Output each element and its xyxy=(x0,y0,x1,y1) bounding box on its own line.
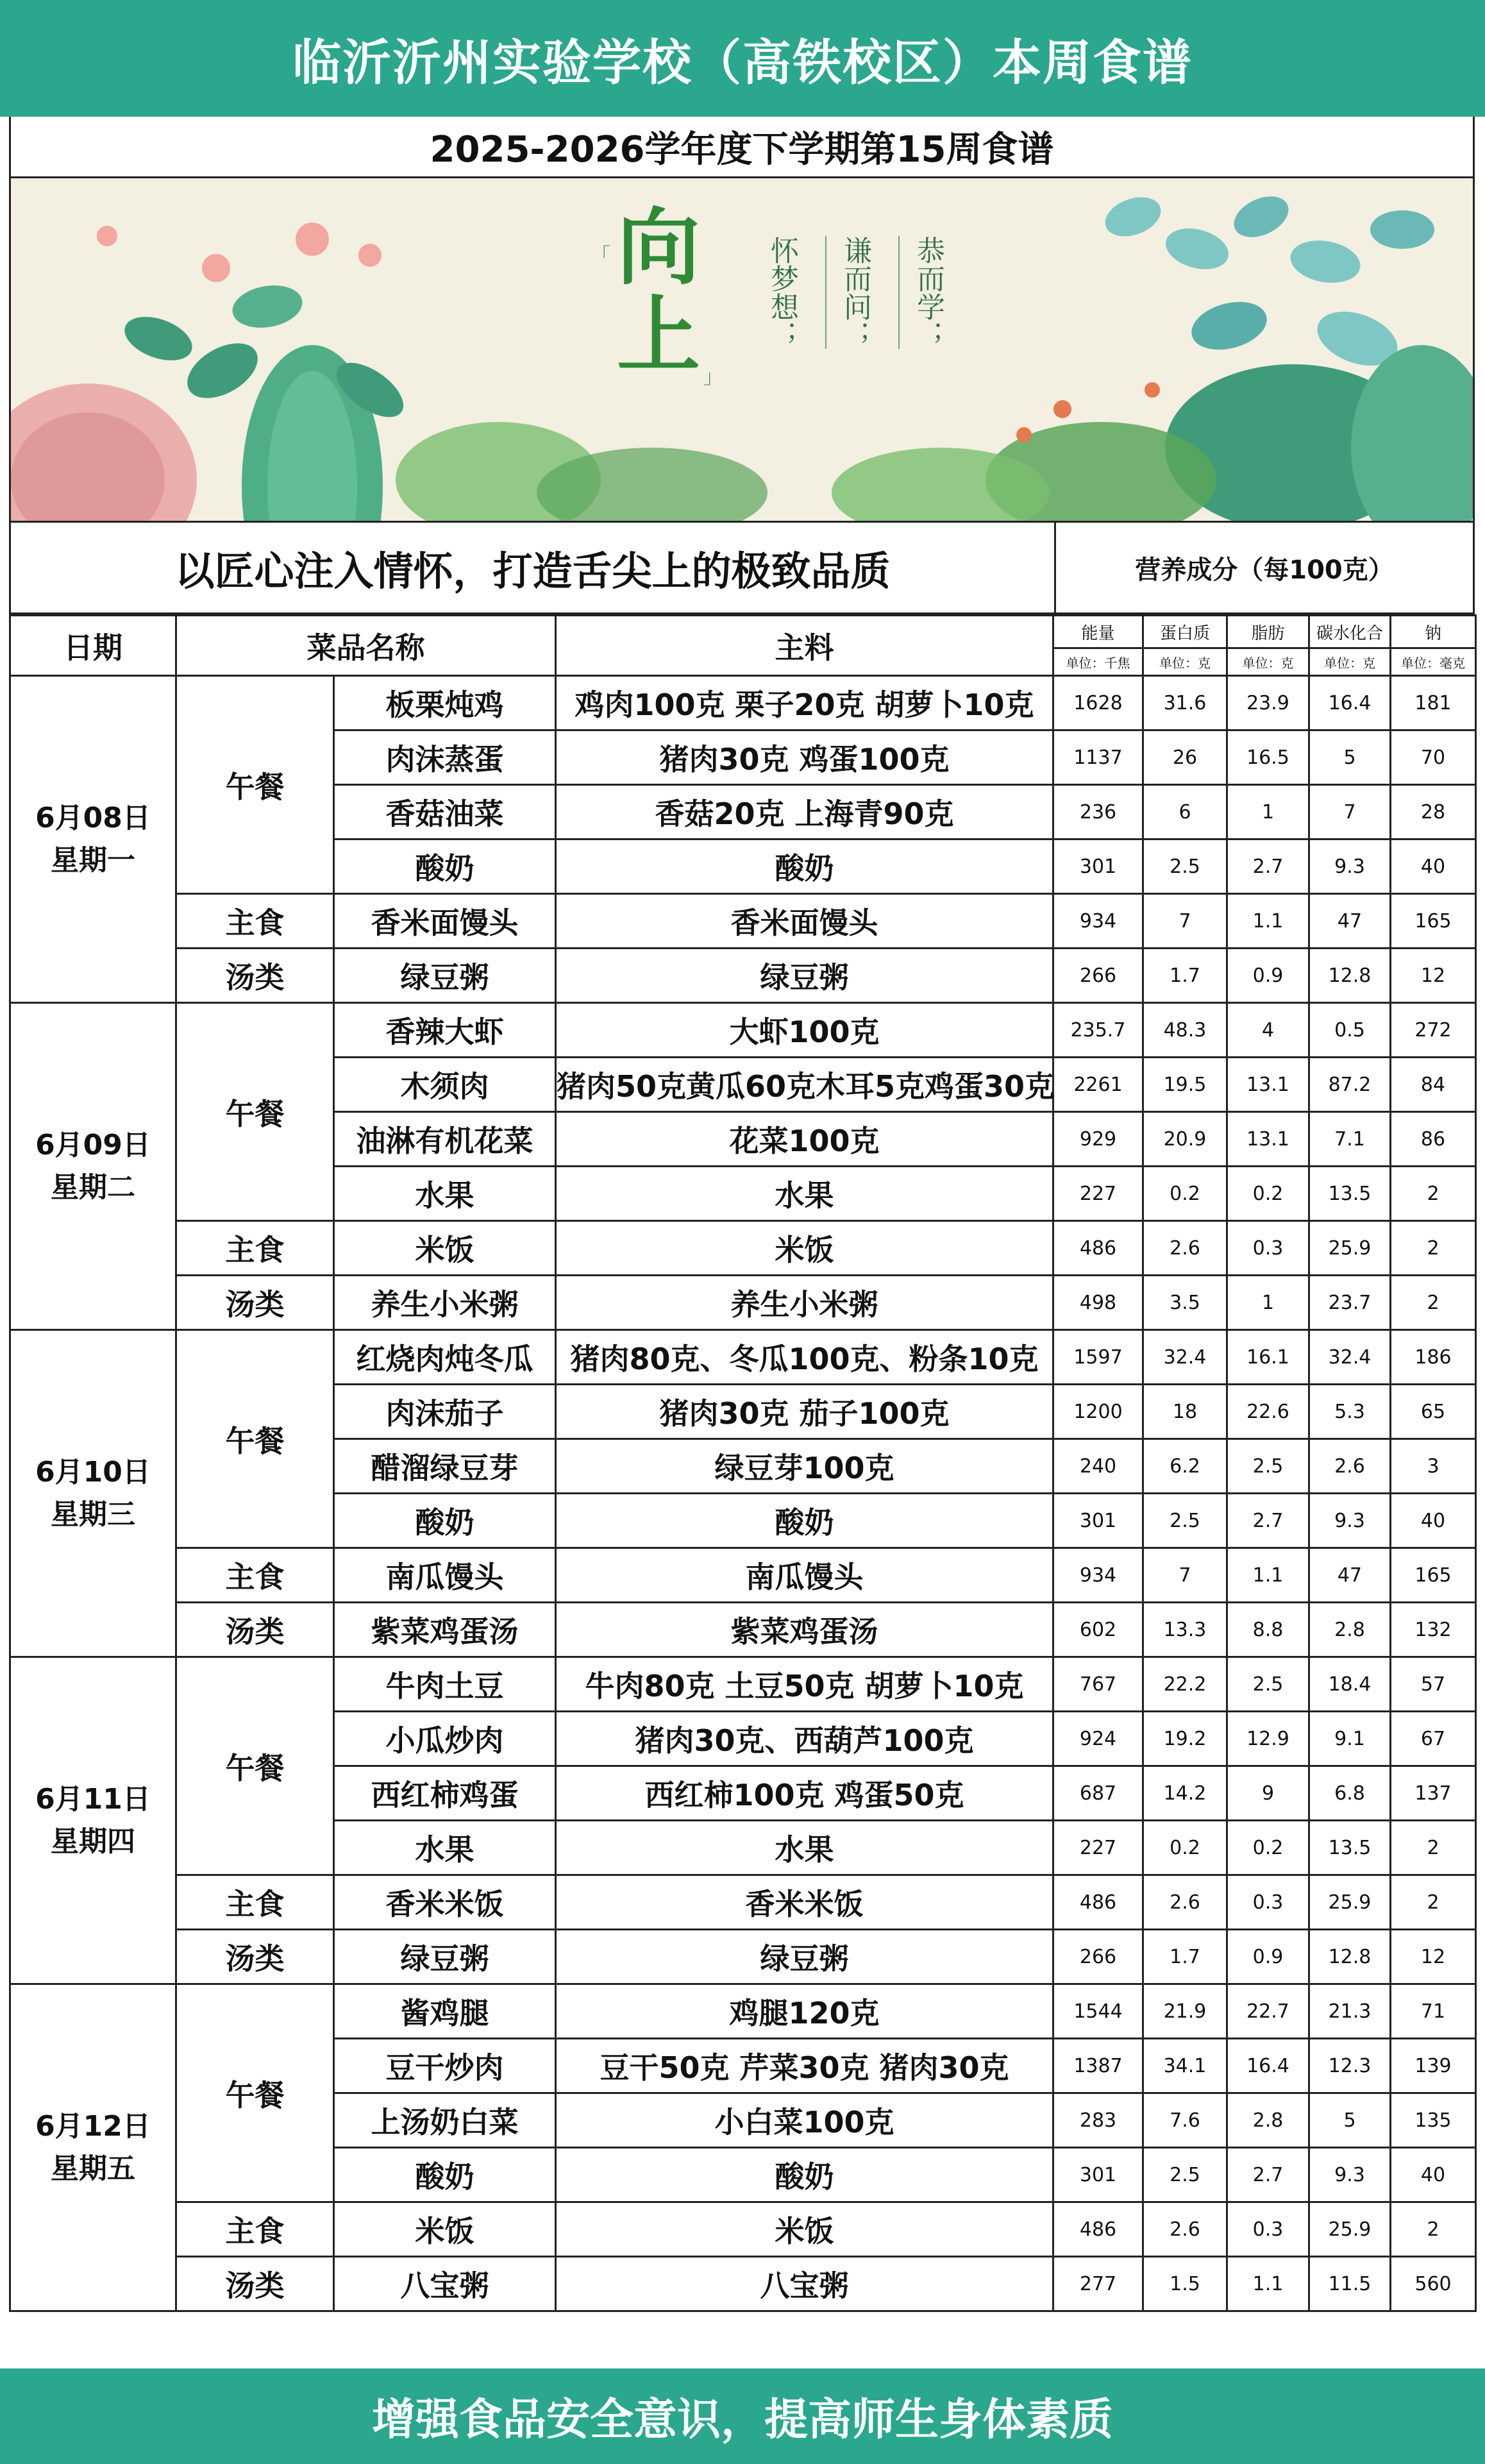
energy-value: 1544 xyxy=(1053,1984,1143,2039)
energy-value: 277 xyxy=(1053,2257,1143,2311)
protein-value: 6 xyxy=(1143,785,1227,840)
ingredients: 鸡腿120克 xyxy=(556,1984,1053,2039)
ingredients: 米饭 xyxy=(556,2202,1053,2257)
protein-value: 26 xyxy=(1143,730,1227,785)
col-fat: 脂肪 xyxy=(1227,616,1309,648)
dish-name: 绿豆粥 xyxy=(334,1930,556,1984)
dish-name: 板栗炖鸡 xyxy=(334,676,556,730)
meal-type: 主食 xyxy=(176,1548,334,1603)
sodium-value: 65 xyxy=(1391,1385,1476,1439)
energy-value: 301 xyxy=(1053,840,1143,894)
fat-value: 13.1 xyxy=(1227,1058,1309,1112)
protein-value: 3.5 xyxy=(1143,1276,1227,1330)
fat-value: 2.5 xyxy=(1227,1657,1309,1712)
ingredients: 小白菜100克 xyxy=(556,2093,1053,2148)
menu-row xyxy=(10,1875,1476,1930)
energy-value: 301 xyxy=(1053,2148,1143,2202)
menu-row xyxy=(10,894,1476,949)
dish-name: 小瓜炒肉 xyxy=(334,1712,556,1766)
energy-value: 227 xyxy=(1053,1167,1143,1221)
ingredients: 南瓜馒头 xyxy=(556,1548,1053,1603)
sodium-value: 139 xyxy=(1391,2039,1476,2093)
unit-energy: 单位：千焦 xyxy=(1053,648,1143,676)
carb-value: 9.1 xyxy=(1309,1712,1391,1766)
ingredients: 水果 xyxy=(556,1821,1053,1875)
poem-line-2: 谦而问； xyxy=(825,236,875,349)
ingredients: 猪肉30克、西葫芦100克 xyxy=(556,1712,1053,1766)
ingredients: 绿豆芽100克 xyxy=(556,1439,1053,1494)
day-date: 6月11日 xyxy=(35,1782,151,1816)
col-sodium: 钠 xyxy=(1391,616,1476,648)
fat-value: 0.3 xyxy=(1227,2202,1309,2257)
carb-value: 47 xyxy=(1309,1548,1391,1603)
dish-name: 木须肉 xyxy=(334,1058,556,1112)
protein-value: 34.1 xyxy=(1143,2039,1227,2093)
ingredients: 香菇20克 上海青90克 xyxy=(556,785,1053,840)
day-date-cell xyxy=(10,1330,176,1657)
day-date: 6月09日 xyxy=(35,1128,151,1161)
unit-sodium: 单位：毫克 xyxy=(1391,648,1476,676)
energy-value: 1200 xyxy=(1053,1385,1143,1439)
carb-value: 25.9 xyxy=(1309,1875,1391,1930)
day-weekday: 星期一 xyxy=(51,843,135,877)
menu-row xyxy=(10,676,1476,730)
day-weekday: 星期三 xyxy=(51,1498,135,1531)
carb-value: 5 xyxy=(1309,730,1391,785)
fat-value: 0.9 xyxy=(1227,1930,1309,1984)
menu-row xyxy=(10,949,1476,1003)
fat-value: 16.1 xyxy=(1227,1330,1309,1385)
slogan-row xyxy=(9,521,1475,614)
carb-value: 7 xyxy=(1309,785,1391,840)
nutrition-title: 营养成分（每100克） xyxy=(1135,555,1394,585)
fat-value: 9 xyxy=(1227,1766,1309,1821)
sodium-value: 181 xyxy=(1391,676,1476,730)
carb-value: 25.9 xyxy=(1309,2202,1391,2257)
energy-value: 266 xyxy=(1053,1930,1143,1984)
ingredients: 猪肉50克黄瓜60克木耳5克鸡蛋30克 xyxy=(556,1058,1053,1112)
energy-value: 1597 xyxy=(1053,1330,1143,1385)
dish-name: 养生小米粥 xyxy=(334,1276,556,1330)
carb-value: 87.2 xyxy=(1309,1058,1391,1112)
fat-value: 1.1 xyxy=(1227,894,1309,949)
dish-name: 油淋有机花菜 xyxy=(334,1112,556,1167)
energy-value: 934 xyxy=(1053,894,1143,949)
sodium-value: 137 xyxy=(1391,1766,1476,1821)
fat-value: 23.9 xyxy=(1227,676,1309,730)
ingredients: 绿豆粥 xyxy=(556,1930,1053,1984)
protein-value: 1.7 xyxy=(1143,949,1227,1003)
sodium-value: 165 xyxy=(1391,1548,1476,1603)
ingredients: 香米米饭 xyxy=(556,1875,1053,1930)
fat-value: 16.4 xyxy=(1227,2039,1309,2093)
fat-value: 2.7 xyxy=(1227,840,1309,894)
menu-row xyxy=(10,2257,1476,2311)
fat-value: 8.8 xyxy=(1227,1603,1309,1657)
protein-value: 2.6 xyxy=(1143,1875,1227,1930)
energy-value: 1628 xyxy=(1053,676,1143,730)
menu-table xyxy=(9,614,1477,2312)
day-weekday: 星期五 xyxy=(51,2152,135,2185)
ingredients: 花菜100克 xyxy=(556,1112,1053,1167)
fat-value: 0.2 xyxy=(1227,1821,1309,1875)
day-date-cell xyxy=(10,1003,176,1330)
energy-value: 486 xyxy=(1053,1221,1143,1276)
carb-value: 13.5 xyxy=(1309,1821,1391,1875)
protein-value: 31.6 xyxy=(1143,676,1227,730)
meal-type: 汤类 xyxy=(176,2257,334,2311)
energy-value: 934 xyxy=(1053,1548,1143,1603)
carb-value: 6.8 xyxy=(1309,1766,1391,1821)
dish-name: 酸奶 xyxy=(334,2148,556,2202)
sodium-value: 40 xyxy=(1391,840,1476,894)
carb-value: 13.5 xyxy=(1309,1167,1391,1221)
fat-value: 1.1 xyxy=(1227,2257,1309,2311)
sodium-value: 40 xyxy=(1391,2148,1476,2202)
dish-name: 香辣大虾 xyxy=(334,1003,556,1058)
menu-row xyxy=(10,1603,1476,1657)
protein-value: 2.6 xyxy=(1143,2202,1227,2257)
fat-value: 2.7 xyxy=(1227,2148,1309,2202)
ingredients: 豆干50克 芹菜30克 猪肉30克 xyxy=(556,2039,1053,2093)
energy-value: 1387 xyxy=(1053,2039,1143,2093)
ingredients: 绿豆粥 xyxy=(556,949,1053,1003)
meal-type: 主食 xyxy=(176,1221,334,1276)
big-char-shang: 上 xyxy=(616,285,700,384)
meal-type: 午餐 xyxy=(176,1657,334,1875)
meal-type: 汤类 xyxy=(176,1603,334,1657)
meal-type: 主食 xyxy=(176,1875,334,1930)
slogan: 以匠心注入情怀，打造舌尖上的极致品质 xyxy=(11,523,1056,612)
fat-value: 22.6 xyxy=(1227,1385,1309,1439)
dish-name: 酸奶 xyxy=(334,840,556,894)
dish-name: 醋溜绿豆芽 xyxy=(334,1439,556,1494)
menu-row xyxy=(10,1657,1476,1712)
day-date: 6月12日 xyxy=(35,2109,151,2143)
sodium-value: 2 xyxy=(1391,1276,1476,1330)
protein-value: 21.9 xyxy=(1143,1984,1227,2039)
col-energy: 能量 xyxy=(1053,616,1143,648)
day-date-cell xyxy=(10,676,176,1003)
col-date: 日期 xyxy=(10,616,176,676)
sodium-value: 186 xyxy=(1391,1330,1476,1385)
protein-value: 6.2 xyxy=(1143,1439,1227,1494)
carb-value: 5 xyxy=(1309,2093,1391,2148)
ingredients: 牛肉80克 土豆50克 胡萝卜10克 xyxy=(556,1657,1053,1712)
dish-name: 香米面馒头 xyxy=(334,894,556,949)
meal-type: 汤类 xyxy=(176,1930,334,1984)
energy-value: 602 xyxy=(1053,1603,1143,1657)
fat-value: 16.5 xyxy=(1227,730,1309,785)
protein-value: 2.5 xyxy=(1143,1494,1227,1548)
carb-value: 9.3 xyxy=(1309,2148,1391,2202)
carb-value: 32.4 xyxy=(1309,1330,1391,1385)
menu-row xyxy=(10,1930,1476,1984)
banner-illustration xyxy=(11,178,1473,521)
dish-name: 香菇油菜 xyxy=(334,785,556,840)
meal-type: 午餐 xyxy=(176,1330,334,1548)
ingredients: 养生小米粥 xyxy=(556,1276,1053,1330)
dish-name: 酸奶 xyxy=(334,1494,556,1548)
ingredients: 八宝粥 xyxy=(556,2257,1053,2311)
energy-value: 2261 xyxy=(1053,1058,1143,1112)
fat-value: 12.9 xyxy=(1227,1712,1309,1766)
ingredients: 酸奶 xyxy=(556,1494,1053,1548)
sodium-value: 3 xyxy=(1391,1439,1476,1494)
fat-value: 22.7 xyxy=(1227,1984,1309,2039)
footer-slogan: 增强食品安全意识，提高师生身体素质 xyxy=(0,2368,1485,2464)
protein-value: 32.4 xyxy=(1143,1330,1227,1385)
energy-value: 283 xyxy=(1053,2093,1143,2148)
dish-name: 红烧肉炖冬瓜 xyxy=(334,1330,556,1385)
sodium-value: 2 xyxy=(1391,1221,1476,1276)
ingredients: 鸡肉100克 栗子20克 胡萝卜10克 xyxy=(556,676,1053,730)
carb-value: 47 xyxy=(1309,894,1391,949)
col-protein: 蛋白质 xyxy=(1143,616,1227,648)
fat-value: 2.5 xyxy=(1227,1439,1309,1494)
sodium-value: 71 xyxy=(1391,1984,1476,2039)
protein-value: 7 xyxy=(1143,894,1227,949)
dish-name: 南瓜馒头 xyxy=(334,1548,556,1603)
energy-value: 301 xyxy=(1053,1494,1143,1548)
sodium-value: 67 xyxy=(1391,1712,1476,1766)
ingredients: 香米面馒头 xyxy=(556,894,1053,949)
protein-value: 2.5 xyxy=(1143,2148,1227,2202)
carb-value: 23.7 xyxy=(1309,1276,1391,1330)
protein-value: 0.2 xyxy=(1143,1821,1227,1875)
protein-value: 20.9 xyxy=(1143,1112,1227,1167)
fat-value: 2.7 xyxy=(1227,1494,1309,1548)
energy-value: 236 xyxy=(1053,785,1143,840)
protein-value: 1.5 xyxy=(1143,2257,1227,2311)
fat-value: 13.1 xyxy=(1227,1112,1309,1167)
day-date: 6月08日 xyxy=(35,801,151,834)
carb-value: 7.1 xyxy=(1309,1112,1391,1167)
carb-value: 5.3 xyxy=(1309,1385,1391,1439)
fat-value: 1.1 xyxy=(1227,1548,1309,1603)
meal-type: 午餐 xyxy=(176,676,334,894)
day-date-cell xyxy=(10,1657,176,1984)
menu-row xyxy=(10,1276,1476,1330)
fat-value: 1 xyxy=(1227,1276,1309,1330)
ingredients: 西红柿100克 鸡蛋50克 xyxy=(556,1766,1053,1821)
sodium-value: 70 xyxy=(1391,730,1476,785)
carb-value: 18.4 xyxy=(1309,1657,1391,1712)
menu-row xyxy=(10,1221,1476,1276)
meal-type: 汤类 xyxy=(176,949,334,1003)
ingredients: 猪肉30克 鸡蛋100克 xyxy=(556,730,1053,785)
protein-value: 13.3 xyxy=(1143,1603,1227,1657)
fat-value: 1 xyxy=(1227,785,1309,840)
poem-line-1: 恭而学； xyxy=(898,236,948,349)
ingredients: 大虾100克 xyxy=(556,1003,1053,1058)
col-dish: 菜品名称 xyxy=(176,616,556,676)
energy-value: 1137 xyxy=(1053,730,1143,785)
energy-value: 924 xyxy=(1053,1712,1143,1766)
ingredients: 猪肉30克 茄子100克 xyxy=(556,1385,1053,1439)
carb-value: 9.3 xyxy=(1309,840,1391,894)
ingredients: 猪肉80克、冬瓜100克、粉条10克 xyxy=(556,1330,1053,1385)
protein-value: 0.2 xyxy=(1143,1167,1227,1221)
energy-value: 767 xyxy=(1053,1657,1143,1712)
unit-protein: 单位：克 xyxy=(1143,648,1227,676)
energy-value: 486 xyxy=(1053,1875,1143,1930)
carb-value: 12.8 xyxy=(1309,949,1391,1003)
sodium-value: 2 xyxy=(1391,1167,1476,1221)
dish-name: 香米米饭 xyxy=(334,1875,556,1930)
sodium-value: 12 xyxy=(1391,1930,1476,1984)
carb-value: 25.9 xyxy=(1309,1221,1391,1276)
fat-value: 0.9 xyxy=(1227,949,1309,1003)
sodium-value: 2 xyxy=(1391,1821,1476,1875)
day-weekday: 星期二 xyxy=(51,1170,135,1204)
menu-row xyxy=(10,1003,1476,1058)
sodium-value: 165 xyxy=(1391,894,1476,949)
day-weekday: 星期四 xyxy=(51,1825,135,1858)
dish-name: 西红柿鸡蛋 xyxy=(334,1766,556,1821)
dish-name: 水果 xyxy=(334,1167,556,1221)
protein-value: 7 xyxy=(1143,1548,1227,1603)
dish-name: 绿豆粥 xyxy=(334,949,556,1003)
dish-name: 八宝粥 xyxy=(334,2257,556,2311)
ingredients: 水果 xyxy=(556,1167,1053,1221)
meal-type: 主食 xyxy=(176,894,334,949)
dish-name: 米饭 xyxy=(334,1221,556,1276)
dish-name: 肉沫茄子 xyxy=(334,1385,556,1439)
energy-value: 498 xyxy=(1053,1276,1143,1330)
protein-value: 22.2 xyxy=(1143,1657,1227,1712)
sodium-value: 560 xyxy=(1391,2257,1476,2311)
energy-value: 929 xyxy=(1053,1112,1143,1167)
fat-value: 0.3 xyxy=(1227,1221,1309,1276)
sodium-value: 135 xyxy=(1391,2093,1476,2148)
dish-name: 酱鸡腿 xyxy=(334,1984,556,2039)
energy-value: 486 xyxy=(1053,2202,1143,2257)
protein-value: 48.3 xyxy=(1143,1003,1227,1058)
ingredients: 紫菜鸡蛋汤 xyxy=(556,1603,1053,1657)
dish-name: 豆干炒肉 xyxy=(334,2039,556,2093)
menu-row xyxy=(10,1548,1476,1603)
sodium-value: 2 xyxy=(1391,1875,1476,1930)
sodium-value: 86 xyxy=(1391,1112,1476,1167)
fat-value: 0.2 xyxy=(1227,1167,1309,1221)
sodium-value: 2 xyxy=(1391,2202,1476,2257)
menu-row xyxy=(10,1330,1476,1385)
dish-name: 水果 xyxy=(334,1821,556,1875)
sodium-value: 132 xyxy=(1391,1603,1476,1657)
menu-row xyxy=(10,2202,1476,2257)
protein-value: 2.5 xyxy=(1143,840,1227,894)
day-date-cell xyxy=(10,1984,176,2311)
banner-big-text xyxy=(594,198,723,384)
protein-value: 7.6 xyxy=(1143,2093,1227,2148)
sodium-value: 272 xyxy=(1391,1003,1476,1058)
carb-value: 21.3 xyxy=(1309,1984,1391,2039)
dish-name: 肉沫蒸蛋 xyxy=(334,730,556,785)
menu-row xyxy=(10,1984,1476,2039)
fat-value: 4 xyxy=(1227,1003,1309,1058)
sodium-value: 28 xyxy=(1391,785,1476,840)
ingredients: 酸奶 xyxy=(556,2148,1053,2202)
dish-name: 上汤奶白菜 xyxy=(334,2093,556,2148)
menu-body xyxy=(10,676,1476,2311)
sodium-value: 12 xyxy=(1391,949,1476,1003)
decorative-banner xyxy=(9,178,1475,521)
col-carb: 碳水化合 xyxy=(1309,616,1391,648)
meal-type: 午餐 xyxy=(176,1003,334,1221)
frame-corner-mark: 「 xyxy=(591,244,610,267)
carb-value: 9.3 xyxy=(1309,1494,1391,1548)
carb-value: 2.8 xyxy=(1309,1603,1391,1657)
carb-value: 2.6 xyxy=(1309,1439,1391,1494)
meal-type: 午餐 xyxy=(176,1984,334,2202)
poem-line-3: 怀梦想； xyxy=(766,236,798,349)
carb-value: 12.3 xyxy=(1309,2039,1391,2093)
page-title: 临沂沂州实验学校（高铁校区）本周食谱 xyxy=(0,0,1485,117)
protein-value: 1.7 xyxy=(1143,1930,1227,1984)
sodium-value: 40 xyxy=(1391,1494,1476,1548)
energy-value: 240 xyxy=(1053,1439,1143,1494)
protein-value: 19.2 xyxy=(1143,1712,1227,1766)
col-ingredients: 主料 xyxy=(556,616,1053,676)
ingredients: 酸奶 xyxy=(556,840,1053,894)
banner-poem xyxy=(761,236,948,349)
sodium-value: 57 xyxy=(1391,1657,1476,1712)
fat-value: 2.8 xyxy=(1227,2093,1309,2148)
dish-name: 牛肉土豆 xyxy=(334,1657,556,1712)
carb-value: 12.8 xyxy=(1309,1930,1391,1984)
meal-type: 主食 xyxy=(176,2202,334,2257)
ingredients: 米饭 xyxy=(556,1221,1053,1276)
big-char-xiang: 向 xyxy=(616,198,700,296)
dish-name: 紫菜鸡蛋汤 xyxy=(334,1603,556,1657)
protein-value: 14.2 xyxy=(1143,1766,1227,1821)
protein-value: 2.6 xyxy=(1143,1221,1227,1276)
unit-carb: 单位：克 xyxy=(1309,648,1391,676)
carb-value: 11.5 xyxy=(1309,2257,1391,2311)
energy-value: 227 xyxy=(1053,1821,1143,1875)
protein-value: 18 xyxy=(1143,1385,1227,1439)
dish-name: 米饭 xyxy=(334,2202,556,2257)
sodium-value: 84 xyxy=(1391,1058,1476,1112)
unit-fat: 单位：克 xyxy=(1227,648,1309,676)
carb-value: 16.4 xyxy=(1309,676,1391,730)
header-row xyxy=(10,616,1476,648)
energy-value: 235.7 xyxy=(1053,1003,1143,1058)
protein-value: 19.5 xyxy=(1143,1058,1227,1112)
week-subtitle: 2025-2026学年度下学期第15周食谱 xyxy=(9,117,1475,178)
day-date: 6月10日 xyxy=(35,1455,151,1489)
energy-value: 266 xyxy=(1053,949,1143,1003)
energy-value: 687 xyxy=(1053,1766,1143,1821)
carb-value: 0.5 xyxy=(1309,1003,1391,1058)
fat-value: 0.3 xyxy=(1227,1875,1309,1930)
frame-corner-mark: 」 xyxy=(703,366,723,389)
meal-type: 汤类 xyxy=(176,1276,334,1330)
